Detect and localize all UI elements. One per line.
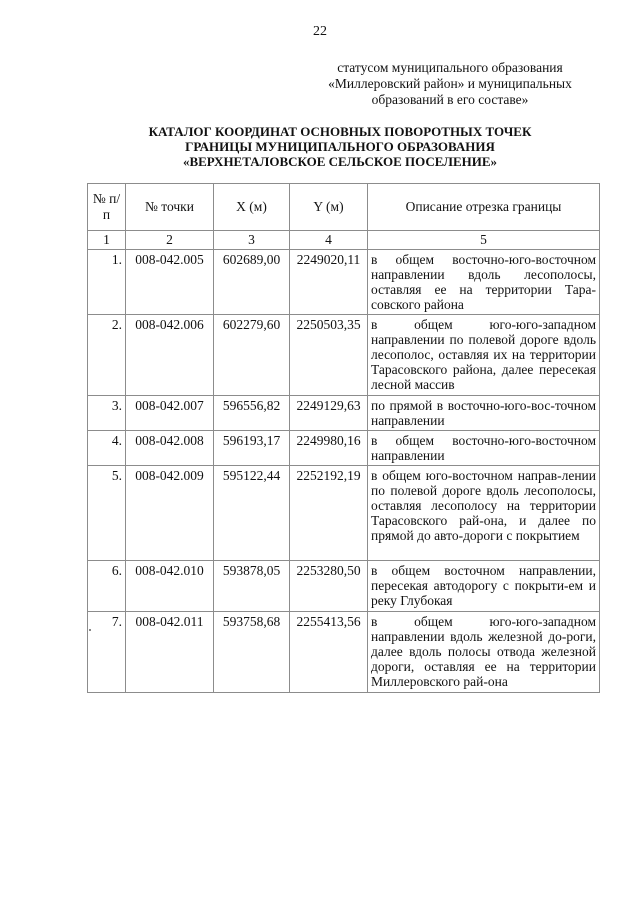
x-coordinate: 602279,60 — [214, 315, 290, 396]
row-index: 4. — [88, 431, 126, 466]
point-id: 008-042.007 — [126, 396, 214, 431]
point-id: 008-042.008 — [126, 431, 214, 466]
y-coordinate: 2252192,19 — [290, 466, 368, 561]
header-line: «Миллеровский район» и муниципальных — [328, 76, 572, 91]
document-title — [100, 124, 580, 169]
segment-description: в общем юго-юго-западном направлении по полевой дороге вдоль лесополос, оставляя их на территории Тарасовского района, далее пересекая лесной массив — [368, 315, 600, 396]
segment-description: в общем восточно-юго-восточном направлении — [368, 431, 600, 466]
scan-artifact — [89, 629, 91, 631]
x-coordinate: 593878,05 — [214, 561, 290, 612]
table-row — [88, 396, 600, 431]
row-index: 6. — [88, 561, 126, 612]
row-index: 7. — [88, 612, 126, 693]
header-line: статусом муниципального образования — [337, 60, 563, 75]
header-index: № п/п — [88, 184, 126, 231]
y-coordinate: 2249980,16 — [290, 431, 368, 466]
table-row — [88, 561, 600, 612]
table-row — [88, 466, 600, 561]
point-id: 008-042.005 — [126, 250, 214, 315]
y-coordinate: 2249020,11 — [290, 250, 368, 315]
table-row — [88, 250, 600, 315]
header-x: X (м) — [214, 184, 290, 231]
column-number: 4 — [290, 231, 368, 250]
table-row — [88, 315, 600, 396]
table-row — [88, 612, 600, 693]
title-line: ГРАНИЦЫ МУНИЦИПАЛЬНОГО ОБРАЗОВАНИЯ — [185, 139, 495, 154]
title-line: «ВЕРХНЕТАЛОВСКОЕ СЕЛЬСКОЕ ПОСЕЛЕНИЕ» — [182, 154, 498, 169]
x-coordinate: 602689,00 — [214, 250, 290, 315]
row-index: 1. — [88, 250, 126, 315]
y-coordinate: 2255413,56 — [290, 612, 368, 693]
point-id: 008-042.006 — [126, 315, 214, 396]
y-coordinate: 2249129,63 — [290, 396, 368, 431]
x-coordinate: 593758,68 — [214, 612, 290, 693]
point-id: 008-042.009 — [126, 466, 214, 561]
table-row — [88, 431, 600, 466]
x-coordinate: 595122,44 — [214, 466, 290, 561]
coordinates-table — [87, 183, 600, 693]
segment-description: в общем восточном направлении, пересекая автодорогу с покрыти-ем и реку Глубокая — [368, 561, 600, 612]
segment-description: в общем юго-восточном направ-лении по полевой дороге вдоль лесополосы, оставляя лесополосу на территории Тарасовского рай-она, и далее по прямой до авто-дороги с покрытием — [368, 466, 600, 561]
y-coordinate: 2253280,50 — [290, 561, 368, 612]
segment-description: в общем юго-юго-западном направлении вдоль железной до-роги, далее вдоль полосы отвода железной дороги, оставляя ее на территории Миллеровского рай-она — [368, 612, 600, 693]
header-description: Описание отрезка границы — [368, 184, 600, 231]
header-point: № точки — [126, 184, 214, 231]
x-coordinate: 596556,82 — [214, 396, 290, 431]
segment-description: по прямой в восточно-юго-вос-точном направлении — [368, 396, 600, 431]
y-coordinate: 2250503,35 — [290, 315, 368, 396]
column-number-row — [88, 231, 600, 250]
segment-description: в общем восточно-юго-восточном направлении вдоль лесополосы, оставляя ее на территории Тара-совского района — [368, 250, 600, 315]
title-line: КАТАЛОГ КООРДИНАТ ОСНОВНЫХ ПОВОРОТНЫХ ТОЧЕК — [148, 124, 532, 139]
table-header-row — [88, 184, 600, 231]
page-number: 22 — [313, 24, 327, 39]
point-id: 008-042.011 — [126, 612, 214, 693]
column-number: 2 — [126, 231, 214, 250]
row-index: 2. — [88, 315, 126, 396]
document-header — [300, 60, 600, 108]
row-index: 3. — [88, 396, 126, 431]
column-number: 3 — [214, 231, 290, 250]
header-line: образований в его составе» — [371, 92, 529, 107]
column-number: 5 — [368, 231, 600, 250]
point-id: 008-042.010 — [126, 561, 214, 612]
header-y: Y (м) — [290, 184, 368, 231]
column-number: 1 — [88, 231, 126, 250]
row-index: 5. — [88, 466, 126, 561]
x-coordinate: 596193,17 — [214, 431, 290, 466]
